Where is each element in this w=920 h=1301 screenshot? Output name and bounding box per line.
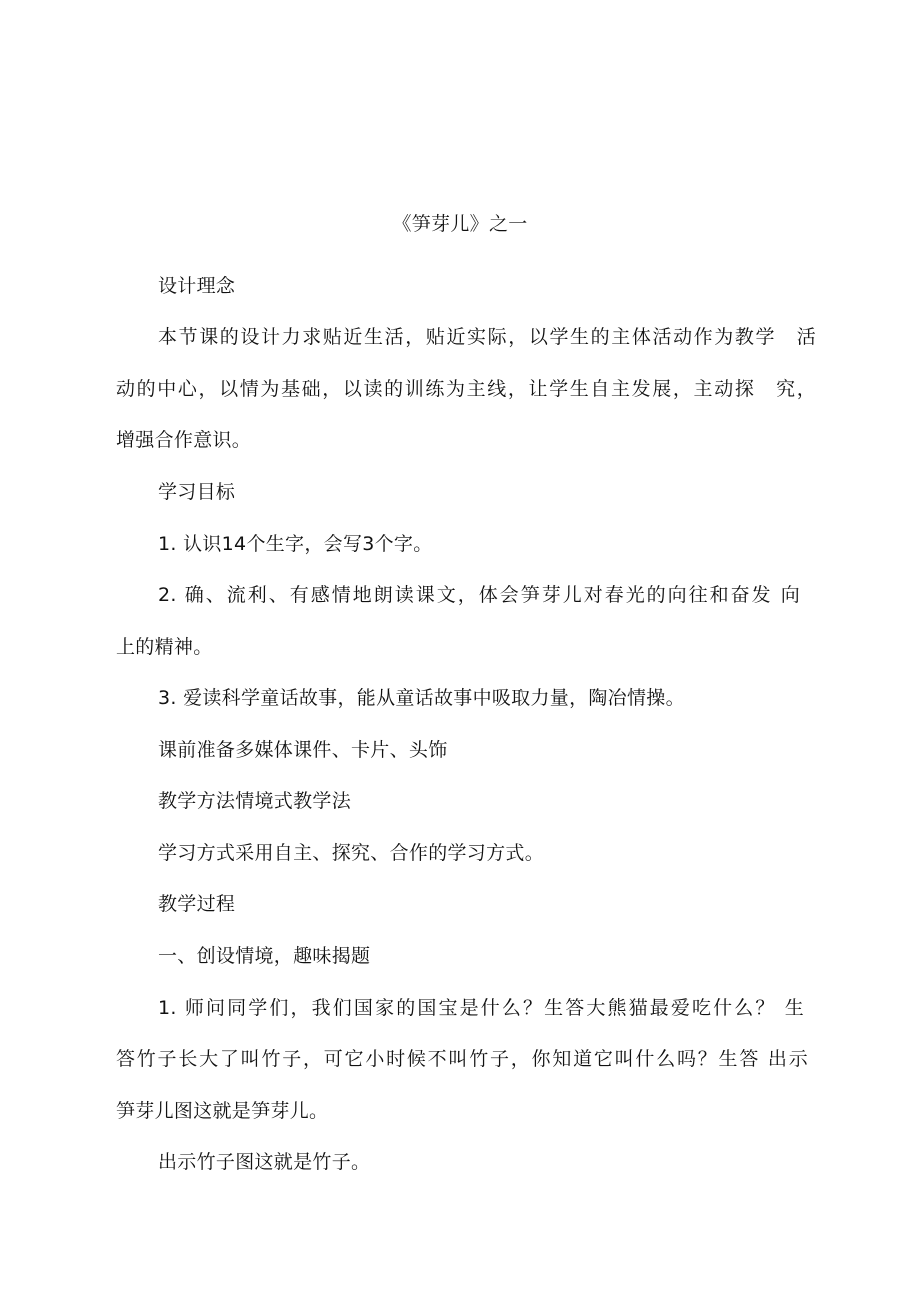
paragraph-line: 1. 师问同学们，我们国家的国宝是什么？生答大熊猫最爱吃什么？ 生 — [158, 997, 804, 1019]
paragraph-line: 动的中心，以情为基础，以读的训练为主线，让学生自主发展，主动探 究， — [116, 378, 816, 400]
goal-item-2: 2. 确、流利、有感情地朗读课文，体会笋芽儿对春光的向往和奋发 向 — [158, 584, 800, 606]
step-heading-1: 一、创设情境，趣味揭题 — [158, 945, 371, 967]
preparation-line: 课前准备多媒体课件、卡片、头饰 — [158, 739, 448, 761]
section-heading-learning-goals: 学习目标 — [158, 481, 236, 503]
goal-item-2-continued: 上的精神。 — [116, 636, 213, 658]
paragraph-line: 笋芽儿图这就是笋芽儿。 — [116, 1100, 329, 1122]
paragraph-line: 答竹子长大了叫竹子，可它小时候不叫竹子，你知道它叫什么吗？生答 出示 — [116, 1048, 808, 1070]
goal-item-1: 1. 认识14个生字，会写3个字。 — [158, 533, 433, 555]
paragraph-line: 增强合作意识。 — [116, 429, 252, 451]
paragraph-line: 出示竹子图这就是竹子。 — [158, 1151, 371, 1173]
section-heading-process: 教学过程 — [158, 893, 236, 915]
paragraph-line: 本节课的设计力求贴近生活，贴近实际，以学生的主体活动作为教学 活 — [158, 326, 816, 348]
document-title: 《笋芽儿》之一 — [392, 213, 528, 235]
learning-mode-line: 学习方式采用自主、探究、合作的学习方式。 — [158, 842, 545, 864]
section-heading-design-concept: 设计理念 — [158, 275, 236, 297]
teaching-method-line: 教学方法情境式教学法 — [158, 790, 352, 812]
goal-item-3: 3. 爱读科学童话故事，能从童话故事中吸取力量，陶冶情操。 — [158, 687, 685, 709]
